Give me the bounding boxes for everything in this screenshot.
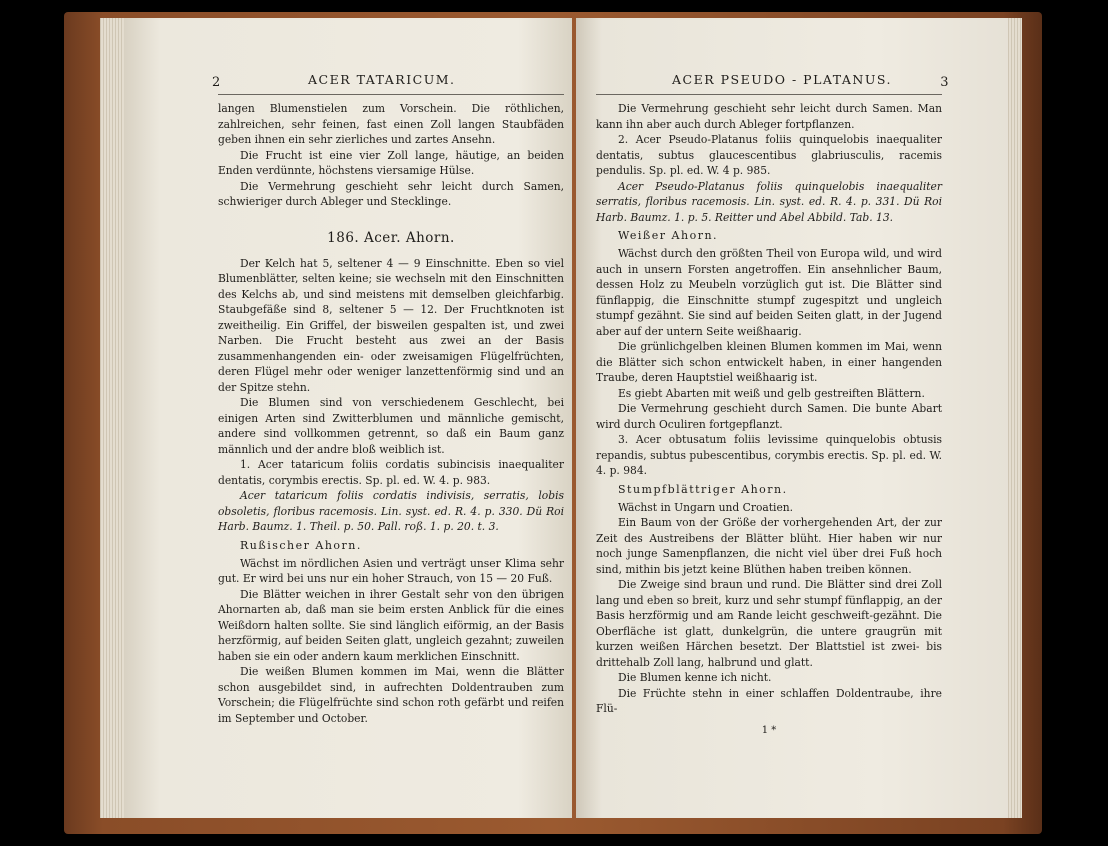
page-number: 3 [940,75,950,90]
paragraph: 3. Acer obtusatum foliis levissime quinquelobis obtusis repandis, subtus pubescentibus, corymbis erectis. Sp. pl. ed. W. 4. p. 984. [596,433,942,477]
paragraph: Die weißen Blumen kommen im Mai, wenn die Blätter schon ausgebildet sind, in aufrechten Doldentrauben zum Vorschein; die Flügelfrüchte sind schon roth gefärbt und reifen im September und October. [218,665,564,725]
vernacular-name: Rußischer Ahorn. [240,538,362,552]
page-edges-right [1008,18,1022,818]
paragraph: Die Vermehrung geschieht sehr leicht durch Samen, schwieriger durch Ableger und Stecklinge. [218,179,564,208]
page-edges-left [100,18,126,818]
left-page [124,18,572,818]
paragraph: 2. Acer Pseudo-Platanus foliis quinquelobis inaequaliter dentatis, subtus glaucescentibus glabriusculis, racemis pendulis. Sp. pl. ed. W. 4 p. 985. [596,133,942,177]
paragraph: Wächst im nördlichen Asien und verträgt unser Klima sehr gut. Er wird bei uns nur ein hoher Strauch, von 15 — 20 Fuß. [218,556,564,585]
paragraph: Der Kelch hat 5, seltener 4 — 9 Einschnitte. Eben so viel Blumenblätter, selten keine; sie wechseln mit den Einschnitten des Kelchs ab, und sind meistens mit demselben gleichfarbig. Staubgefäße sind 8, seltener 5 — 12. Der Fruchtknoten ist zweitheilig. Ein Griffel, der bisweilen gespalten ist, und zwei Narben. Die Frucht besteht aus zwei an der Basis zusammenhangenden ein- oder zweisamigen Flügelfrüchten, deren Flügel mehr oder weniger lanzettenförmig sind und an der Spitze stehn. [218,256,564,394]
page-number: 2 [212,75,222,90]
vernacular-name: Weißer Ahorn. [618,229,719,242]
section-heading: 186. Acer. Ahorn. [327,229,455,246]
paragraph: Acer Pseudo-Platanus foliis quinquelobis inaequaliter serratis, floribus racemosis. Lin. syst. ed. R. 4. p. 331. Dü Roi Harb. Baumz. 1. p. 5. Reitter und Abel Abbild. Tab. 13. [596,179,942,224]
paragraph: Die Vermehrung geschieht durch Samen. Die bunte Abart wird durch Oculiren fortgepflanzt. [596,402,942,431]
vernacular-name: Stumpfblättriger Ahorn. [618,482,788,496]
paragraph: 1. Acer tataricum foliis cordatis subincisis inaequaliter dentatis, corymbis erectis. Sp. pl. ed. W. 4. p. 983. [218,458,564,487]
paragraph: Die Früchte stehn in einer schlaffen Doldentraube, ihre Flü- [596,686,942,715]
paragraph: Wächst in Ungarn und Croatien. [618,500,794,514]
paragraph: Wächst durch den größten Theil von Europa wild, und wird auch in unsern Forsten angetroffen. Ein ansehnlicher Baum, dessen Holz zu Meubeln vorzüglich gut ist. Die Blätter sind fünflappig, die Einschnitte stumpf zugespitzt und ungleich stumpf gezähnt. Sie sind auf beiden Seiten glatt, in der Jugend aber auf der untern Seite weißhaarig. [596,247,942,338]
paragraph: Es giebt Abarten mit weiß und gelb gestreiften Blättern. [618,386,925,400]
running-head-title: ACER PSEUDO - PLATANUS. [672,72,892,87]
paragraph: Die Zweige sind braun und rund. Die Blätter sind drei Zoll lang und eben so breit, kurz und sehr stumpf fünflappig, an der Basis herzförmig und am Rande leicht geschweift-gezähnt. Die Oberfläche ist glatt, dunkelgrün, die untere graugrün mit kurzen weißen Härchen besetzt. Der Blattstiel ist zwei- bis drittehalb Zoll lang, halbrund und glatt. [596,578,942,669]
paragraph: Die Vermehrung geschieht sehr leicht durch Samen. Man kann ihn aber auch durch Ableger fortpflanzen. [596,102,942,131]
paragraph: Die Frucht ist eine vier Zoll lange, häutige, an beiden Enden verdünnte, höchstens viersamige Hülse. [218,148,564,177]
signature-mark: 1 * [761,724,777,736]
running-head [212,72,564,95]
paragraph: Die Blumen sind von verschiedenem Geschlecht, bei einigen Arten sind Zwitterblumen und männliche gemischt, andere sind vollkommen getrennt, so daß ein Baum ganz männlich und der andre bloß weiblich ist. [218,396,564,456]
paragraph: Ein Baum von der Größe der vorhergehenden Art, der zur Zeit des Austreibens der Blätter blüht. Hier haben wir nur noch junge Samenpflanzen, die nicht viel über drei Fuß hoch sind, mithin bis jetzt keine Blüthen haben treiben können. [596,516,942,576]
running-head-title: ACER TATARICUM. [308,72,456,87]
right-page [576,18,1008,818]
running-head [596,72,950,95]
paragraph: Die grünlichgelben kleinen Blumen kommen im Mai, wenn die Blätter sich schon entwickelt haben, in einer hangenden Traube, deren Hauptstiel weißhaarig ist. [596,340,942,384]
paragraph: Die Blumen kenne ich nicht. [618,671,772,684]
paragraph: Die Blätter weichen in ihrer Gestalt sehr von den übrigen Ahornarten ab, daß man sie beim ersten Anblick für die eines Weißdorn halten sollte. Sie sind länglich eiförmig, an der Basis herzförmig, auf beiden Seiten glatt, ungleich gezahnt; zuweilen haben sie ein oder andern kaum merklichen Einschnitt. [218,587,564,663]
paragraph: langen Blumenstielen zum Vorschein. Die röthlichen, zahlreichen, sehr feinen, fast einen Zoll langen Staubfäden geben ihnen ein sehr zierliches und zartes Ansehn. [218,102,564,146]
paragraph: Acer tataricum foliis cordatis indivisis, serratis, lobis obsoletis, floribus racemosis. Lin. syst. ed. R. 4. p. 330. Dü Roi Harb. Baumz. 1. Theil. p. 50. Pall. roß. 1. p. 20. t. 3. [218,489,564,533]
